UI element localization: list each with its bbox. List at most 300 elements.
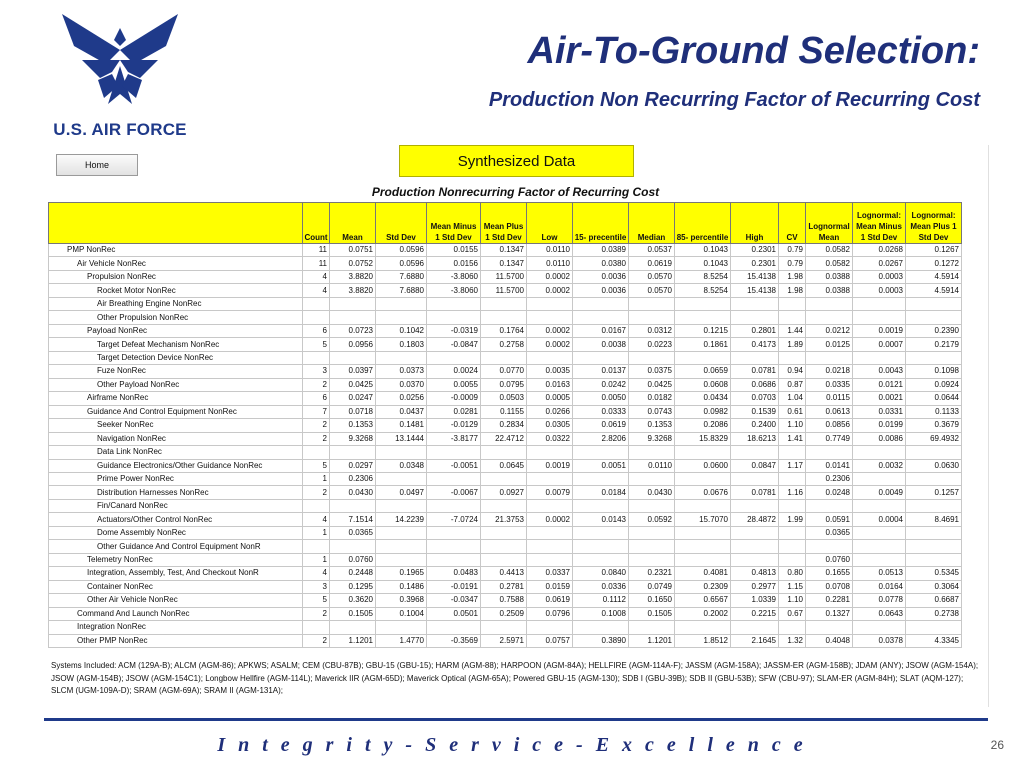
- cell-p85: 8.5254: [675, 284, 731, 297]
- cell-mms: -3.8060: [427, 284, 481, 297]
- cell-high: [731, 311, 779, 324]
- cell-count: 5: [303, 338, 330, 351]
- table-row: [49, 392, 962, 405]
- table-row: [49, 607, 962, 620]
- cell-cv: 1.15: [779, 580, 806, 593]
- cell-low: 0.0305: [527, 419, 573, 432]
- cell-mps: [481, 311, 527, 324]
- cell-count: [303, 540, 330, 553]
- cell-lnmean: [806, 499, 853, 512]
- cell-p15: [573, 553, 629, 566]
- cell-high: 0.2977: [731, 580, 779, 593]
- cell-mean: 0.0247: [330, 392, 376, 405]
- cell-lnminus: 0.0007: [853, 338, 906, 351]
- row-label: PMP NonRec: [49, 244, 303, 257]
- cell-mps: 11.5700: [481, 284, 527, 297]
- cell-high: 0.0781: [731, 365, 779, 378]
- cell-median: 0.0223: [629, 338, 675, 351]
- row-label: Other Guidance And Control Equipment NonR: [49, 540, 303, 553]
- cell-count: 2: [303, 486, 330, 499]
- cell-high: 0.2801: [731, 324, 779, 337]
- home-button[interactable]: Home: [56, 154, 138, 176]
- cell-lnminus: [853, 499, 906, 512]
- cell-median: 0.0312: [629, 324, 675, 337]
- cell-cv: 1.16: [779, 486, 806, 499]
- cell-count: [303, 446, 330, 459]
- cell-p85: [675, 311, 731, 324]
- table-row: [49, 338, 962, 351]
- cell-mean: 1.1201: [330, 634, 376, 647]
- row-label: Target Detection Device NonRec: [49, 351, 303, 364]
- cell-count: 6: [303, 392, 330, 405]
- cell-lnplus: 4.5914: [906, 270, 962, 283]
- column-header-lnminus: Lognormal: Mean Minus 1 Std Dev: [853, 203, 906, 244]
- cell-cv: [779, 553, 806, 566]
- cell-lnplus: 0.2390: [906, 324, 962, 337]
- cell-low: [527, 311, 573, 324]
- cell-p15: 0.0051: [573, 459, 629, 472]
- table-row: [49, 297, 962, 310]
- cell-lnmean: [806, 351, 853, 364]
- cell-median: 9.3268: [629, 432, 675, 445]
- cell-lnplus: 0.2738: [906, 607, 962, 620]
- cell-mps: 0.7588: [481, 594, 527, 607]
- column-header-mean: Mean: [330, 203, 376, 244]
- cell-low: 0.0035: [527, 365, 573, 378]
- row-label: Fin/Canard NonRec: [49, 499, 303, 512]
- cell-lnminus: 0.0378: [853, 634, 906, 647]
- cell-mms: -0.0191: [427, 580, 481, 593]
- cell-mean: [330, 499, 376, 512]
- cell-count: 11: [303, 244, 330, 257]
- cell-lnplus: [906, 499, 962, 512]
- cell-lnplus: 0.0924: [906, 378, 962, 391]
- cell-p85: [675, 540, 731, 553]
- row-label: Integration, Assembly, Test, And Checkout NonR: [49, 567, 303, 580]
- cell-p15: 0.1008: [573, 607, 629, 620]
- cell-lnplus: 0.3064: [906, 580, 962, 593]
- cell-high: [731, 351, 779, 364]
- cell-std: [376, 351, 427, 364]
- cell-median: 1.1201: [629, 634, 675, 647]
- cell-high: 28.4872: [731, 513, 779, 526]
- cell-count: 4: [303, 513, 330, 526]
- cell-p85: 0.6567: [675, 594, 731, 607]
- cell-cv: 0.94: [779, 365, 806, 378]
- cell-count: [303, 351, 330, 364]
- cell-std: [376, 499, 427, 512]
- cell-low: 0.0005: [527, 392, 573, 405]
- cell-median: 0.0375: [629, 365, 675, 378]
- cell-low: 0.0337: [527, 567, 573, 580]
- cell-low: 0.0322: [527, 432, 573, 445]
- cell-mean: 0.2448: [330, 567, 376, 580]
- cell-p85: 0.2309: [675, 580, 731, 593]
- cell-mps: 0.1155: [481, 405, 527, 418]
- cell-mean: 0.2306: [330, 472, 376, 485]
- cell-median: 0.0537: [629, 244, 675, 257]
- cell-count: [303, 311, 330, 324]
- cell-lnmean: 0.0248: [806, 486, 853, 499]
- cell-mms: -0.0051: [427, 459, 481, 472]
- cell-mps: 0.1347: [481, 257, 527, 270]
- cell-mean: 0.0297: [330, 459, 376, 472]
- cell-median: 0.0570: [629, 270, 675, 283]
- cell-mean: 0.1505: [330, 607, 376, 620]
- cell-mean: [330, 351, 376, 364]
- cell-low: [527, 297, 573, 310]
- cell-std: [376, 446, 427, 459]
- cell-lnmean: 0.0591: [806, 513, 853, 526]
- cell-lnmean: [806, 540, 853, 553]
- table-title: Production Nonrecurring Factor of Recurring Cost: [371, 185, 660, 199]
- cell-mean: 0.0760: [330, 553, 376, 566]
- cell-lnmean: 0.4048: [806, 634, 853, 647]
- cell-lnminus: [853, 446, 906, 459]
- cell-lnminus: 0.0032: [853, 459, 906, 472]
- cell-lnplus: 0.2179: [906, 338, 962, 351]
- cell-mean: [330, 540, 376, 553]
- cell-cv: 1.32: [779, 634, 806, 647]
- cell-count: 1: [303, 472, 330, 485]
- cell-count: [303, 297, 330, 310]
- cell-p85: 15.7070: [675, 513, 731, 526]
- cell-lnminus: 0.0778: [853, 594, 906, 607]
- cell-count: 2: [303, 432, 330, 445]
- cell-cv: 1.04: [779, 392, 806, 405]
- cell-low: [527, 621, 573, 634]
- table-row: [49, 567, 962, 580]
- cell-mps: 0.0795: [481, 378, 527, 391]
- cell-cv: [779, 297, 806, 310]
- cell-cv: 0.67: [779, 607, 806, 620]
- cell-p15: 0.0336: [573, 580, 629, 593]
- cell-high: [731, 297, 779, 310]
- cell-median: [629, 540, 675, 553]
- cell-mean: [330, 297, 376, 310]
- cell-mms: [427, 553, 481, 566]
- cell-high: 0.0686: [731, 378, 779, 391]
- systems-included-note: Systems Included: ACM (129A-B); ALCM (AGM-86); APKWS; ASALM; CEM (CBU-87B); GBU-15 (GBU-15); HARM (AGM-88); HARPOON (AGM-84A); HELLFIRE (AGM-114A-F); JASSM (AGM-158A); JASSM-ER (AGM-158B); JDAM (ANY); JSOW (AGM-154A); JSOW (AGM-154B); JSOW (AGM-154C1); Longbow Hellfire (AGM-114L); Maverick IIR (AGM-65D); Maverick Optical (AGM-65A); Powered GBU-15 (AGM-130); SDB I (GBU-39B); SDB II (GBU-53B); SFW (CBU-97); SLAM-ER (AGM-84H); SLAT (AQM-127); SLCM (UGM-109A-D); SRAM (AGM-69A); SRAM II (AGM-131A);: [51, 661, 979, 696]
- cell-std: [376, 472, 427, 485]
- cell-high: 15.4138: [731, 270, 779, 283]
- cell-mps: 22.4712: [481, 432, 527, 445]
- cell-count: 2: [303, 607, 330, 620]
- cell-p15: 0.0050: [573, 392, 629, 405]
- cell-high: [731, 621, 779, 634]
- cell-std: 0.1486: [376, 580, 427, 593]
- cell-low: 0.0079: [527, 486, 573, 499]
- cell-mps: 0.2781: [481, 580, 527, 593]
- cell-median: 0.0743: [629, 405, 675, 418]
- cell-cv: [779, 621, 806, 634]
- cell-p85: 0.0659: [675, 365, 731, 378]
- cell-count: 4: [303, 284, 330, 297]
- cell-p85: 0.0676: [675, 486, 731, 499]
- air-force-logo: [40, 8, 200, 139]
- cell-p85: 0.0982: [675, 405, 731, 418]
- cell-lnplus: 8.4691: [906, 513, 962, 526]
- cell-mean: 9.3268: [330, 432, 376, 445]
- cell-lnmean: 0.0388: [806, 284, 853, 297]
- cell-mps: [481, 526, 527, 539]
- row-label: Propulsion NonRec: [49, 270, 303, 283]
- row-label: Container NonRec: [49, 580, 303, 593]
- cell-lnplus: 4.5914: [906, 284, 962, 297]
- cell-mms: -0.3569: [427, 634, 481, 647]
- cell-mms: -0.0847: [427, 338, 481, 351]
- cell-mean: [330, 446, 376, 459]
- cell-median: 0.0182: [629, 392, 675, 405]
- cell-low: 0.0757: [527, 634, 573, 647]
- cell-lnplus: 0.1257: [906, 486, 962, 499]
- cell-lnminus: 0.0004: [853, 513, 906, 526]
- cell-p85: 0.0608: [675, 378, 731, 391]
- cell-mms: [427, 297, 481, 310]
- cell-lnminus: 0.0267: [853, 257, 906, 270]
- slide-title: Air-To-Ground Selection:: [527, 30, 980, 72]
- cell-lnminus: [853, 526, 906, 539]
- cell-p85: [675, 526, 731, 539]
- page-number: 26: [990, 738, 1004, 752]
- cell-median: 0.0425: [629, 378, 675, 391]
- cell-mms: [427, 526, 481, 539]
- cell-low: 0.0163: [527, 378, 573, 391]
- row-label: Other Propulsion NonRec: [49, 311, 303, 324]
- column-header-p15: 15- precentile: [573, 203, 629, 244]
- cell-mms: 0.0281: [427, 405, 481, 418]
- cell-mps: [481, 446, 527, 459]
- cell-mps: 11.5700: [481, 270, 527, 283]
- row-label: Distribution Harnesses NonRec: [49, 486, 303, 499]
- cell-lnmean: 0.2306: [806, 472, 853, 485]
- cell-std: 0.0596: [376, 257, 427, 270]
- table-row: [49, 244, 962, 257]
- cell-lnminus: 0.0268: [853, 244, 906, 257]
- column-header-count: Count: [303, 203, 330, 244]
- cell-lnmean: 0.7749: [806, 432, 853, 445]
- cell-cv: 0.80: [779, 567, 806, 580]
- cell-std: 7.6880: [376, 284, 427, 297]
- factor-table: [48, 202, 962, 648]
- cell-lnmean: 0.0582: [806, 244, 853, 257]
- cell-mms: 0.0501: [427, 607, 481, 620]
- cell-mms: 0.0055: [427, 378, 481, 391]
- row-label: Telemetry NonRec: [49, 553, 303, 566]
- cell-lnmean: [806, 621, 853, 634]
- cell-p15: 0.0167: [573, 324, 629, 337]
- cell-count: 4: [303, 270, 330, 283]
- table-row: [49, 526, 962, 539]
- cell-p15: [573, 311, 629, 324]
- cell-lnplus: 0.1098: [906, 365, 962, 378]
- cell-std: 0.1481: [376, 419, 427, 432]
- cell-high: 0.0847: [731, 459, 779, 472]
- cell-cv: 1.99: [779, 513, 806, 526]
- row-label: Other Payload NonRec: [49, 378, 303, 391]
- cell-lnmean: 0.1327: [806, 607, 853, 620]
- cell-p15: 0.0137: [573, 365, 629, 378]
- cell-lnmean: 0.0613: [806, 405, 853, 418]
- cell-median: 0.2321: [629, 567, 675, 580]
- cell-lnplus: 0.1267: [906, 244, 962, 257]
- cell-high: 2.1645: [731, 634, 779, 647]
- column-header-high: High: [731, 203, 779, 244]
- cell-high: 0.2400: [731, 419, 779, 432]
- cell-p85: 1.8512: [675, 634, 731, 647]
- cell-cv: 1.44: [779, 324, 806, 337]
- table-row: [49, 270, 962, 283]
- cell-median: [629, 472, 675, 485]
- cell-lnplus: 0.1272: [906, 257, 962, 270]
- cell-std: 0.0373: [376, 365, 427, 378]
- cell-std: 7.6880: [376, 270, 427, 283]
- cell-lnminus: [853, 311, 906, 324]
- cell-high: 15.4138: [731, 284, 779, 297]
- cell-p15: 0.0036: [573, 270, 629, 283]
- cell-lnmean: 0.0856: [806, 419, 853, 432]
- cell-p15: 0.1112: [573, 594, 629, 607]
- cell-p85: [675, 297, 731, 310]
- cell-median: 0.0749: [629, 580, 675, 593]
- cell-mms: 0.0155: [427, 244, 481, 257]
- cell-p85: 8.5254: [675, 270, 731, 283]
- cell-lnmean: 0.0218: [806, 365, 853, 378]
- cell-lnplus: 0.6687: [906, 594, 962, 607]
- row-label: Dome Assembly NonRec: [49, 526, 303, 539]
- cell-mms: 0.0024: [427, 365, 481, 378]
- cell-p85: [675, 553, 731, 566]
- row-label: Air Vehicle NonRec: [49, 257, 303, 270]
- table-row: [49, 432, 962, 445]
- cell-mms: -7.0724: [427, 513, 481, 526]
- table-row: [49, 284, 962, 297]
- cell-p15: 0.3890: [573, 634, 629, 647]
- cell-std: 1.4770: [376, 634, 427, 647]
- cell-std: 0.1042: [376, 324, 427, 337]
- table-row: [49, 594, 962, 607]
- table-row: [49, 580, 962, 593]
- cell-lnminus: 0.0019: [853, 324, 906, 337]
- cell-p15: 0.0389: [573, 244, 629, 257]
- cell-mean: 0.1295: [330, 580, 376, 593]
- cell-lnmean: 0.0760: [806, 553, 853, 566]
- cell-median: [629, 311, 675, 324]
- table-row: [49, 405, 962, 418]
- cell-p85: [675, 621, 731, 634]
- cell-low: [527, 526, 573, 539]
- cell-median: 0.1353: [629, 419, 675, 432]
- cell-lnplus: 69.4932: [906, 432, 962, 445]
- cell-median: 0.0430: [629, 486, 675, 499]
- cell-p85: [675, 499, 731, 512]
- cell-mps: [481, 297, 527, 310]
- cell-mps: 0.4413: [481, 567, 527, 580]
- row-label: Actuators/Other Control NonRec: [49, 513, 303, 526]
- cell-low: [527, 540, 573, 553]
- cell-high: 0.2301: [731, 244, 779, 257]
- cell-std: 0.1004: [376, 607, 427, 620]
- cell-p15: 0.0333: [573, 405, 629, 418]
- row-label: Fuze NonRec: [49, 365, 303, 378]
- cell-mps: 0.1764: [481, 324, 527, 337]
- row-label: Airframe NonRec: [49, 392, 303, 405]
- table-row: [49, 324, 962, 337]
- cell-cv: [779, 526, 806, 539]
- cell-mps: 0.0503: [481, 392, 527, 405]
- cell-lnminus: 0.0513: [853, 567, 906, 580]
- cell-lnminus: [853, 540, 906, 553]
- cell-mps: 0.1347: [481, 244, 527, 257]
- cell-p15: 0.0036: [573, 284, 629, 297]
- cell-mms: [427, 311, 481, 324]
- cell-lnmean: 0.0125: [806, 338, 853, 351]
- cell-p15: 0.0619: [573, 419, 629, 432]
- cell-mms: -0.0347: [427, 594, 481, 607]
- cell-median: [629, 621, 675, 634]
- cell-median: 0.0619: [629, 257, 675, 270]
- cell-std: [376, 553, 427, 566]
- row-label: Payload NonRec: [49, 324, 303, 337]
- table-row: [49, 365, 962, 378]
- cell-lnmean: 0.0115: [806, 392, 853, 405]
- cell-mps: 2.5971: [481, 634, 527, 647]
- cell-std: 0.3968: [376, 594, 427, 607]
- cell-mms: [427, 446, 481, 459]
- row-label: Rocket Motor NonRec: [49, 284, 303, 297]
- cell-cv: [779, 540, 806, 553]
- cell-lnplus: 0.0644: [906, 392, 962, 405]
- cell-count: 3: [303, 365, 330, 378]
- cell-p85: 0.1043: [675, 257, 731, 270]
- cell-mps: 0.0770: [481, 365, 527, 378]
- cell-mean: 0.0397: [330, 365, 376, 378]
- cell-mean: 0.0430: [330, 486, 376, 499]
- cell-mean: 0.0956: [330, 338, 376, 351]
- cell-lnminus: 0.0199: [853, 419, 906, 432]
- cell-p85: 0.4081: [675, 567, 731, 580]
- cell-low: 0.0159: [527, 580, 573, 593]
- cell-lnplus: [906, 526, 962, 539]
- cell-p85: 0.0434: [675, 392, 731, 405]
- row-label: Command And Launch NonRec: [49, 607, 303, 620]
- cell-cv: [779, 446, 806, 459]
- cell-cv: 1.10: [779, 594, 806, 607]
- cell-lnmean: 0.0212: [806, 324, 853, 337]
- cell-lnminus: [853, 351, 906, 364]
- cell-cv: [779, 351, 806, 364]
- cell-mean: 0.3620: [330, 594, 376, 607]
- cell-lnminus: [853, 553, 906, 566]
- cell-median: 0.0110: [629, 459, 675, 472]
- cell-p15: 0.0840: [573, 567, 629, 580]
- cell-p15: [573, 499, 629, 512]
- row-label: Navigation NonRec: [49, 432, 303, 445]
- cell-p15: [573, 472, 629, 485]
- air-force-wings-icon: [60, 8, 180, 116]
- cell-mms: 0.0483: [427, 567, 481, 580]
- cell-mms: [427, 540, 481, 553]
- cell-mean: 0.0723: [330, 324, 376, 337]
- cell-p85: 0.2086: [675, 419, 731, 432]
- cell-lnmean: 0.0388: [806, 270, 853, 283]
- cell-p85: [675, 351, 731, 364]
- cell-mps: 0.2509: [481, 607, 527, 620]
- cell-count: 5: [303, 459, 330, 472]
- cell-high: 0.0703: [731, 392, 779, 405]
- table-row: [49, 311, 962, 324]
- cell-std: [376, 297, 427, 310]
